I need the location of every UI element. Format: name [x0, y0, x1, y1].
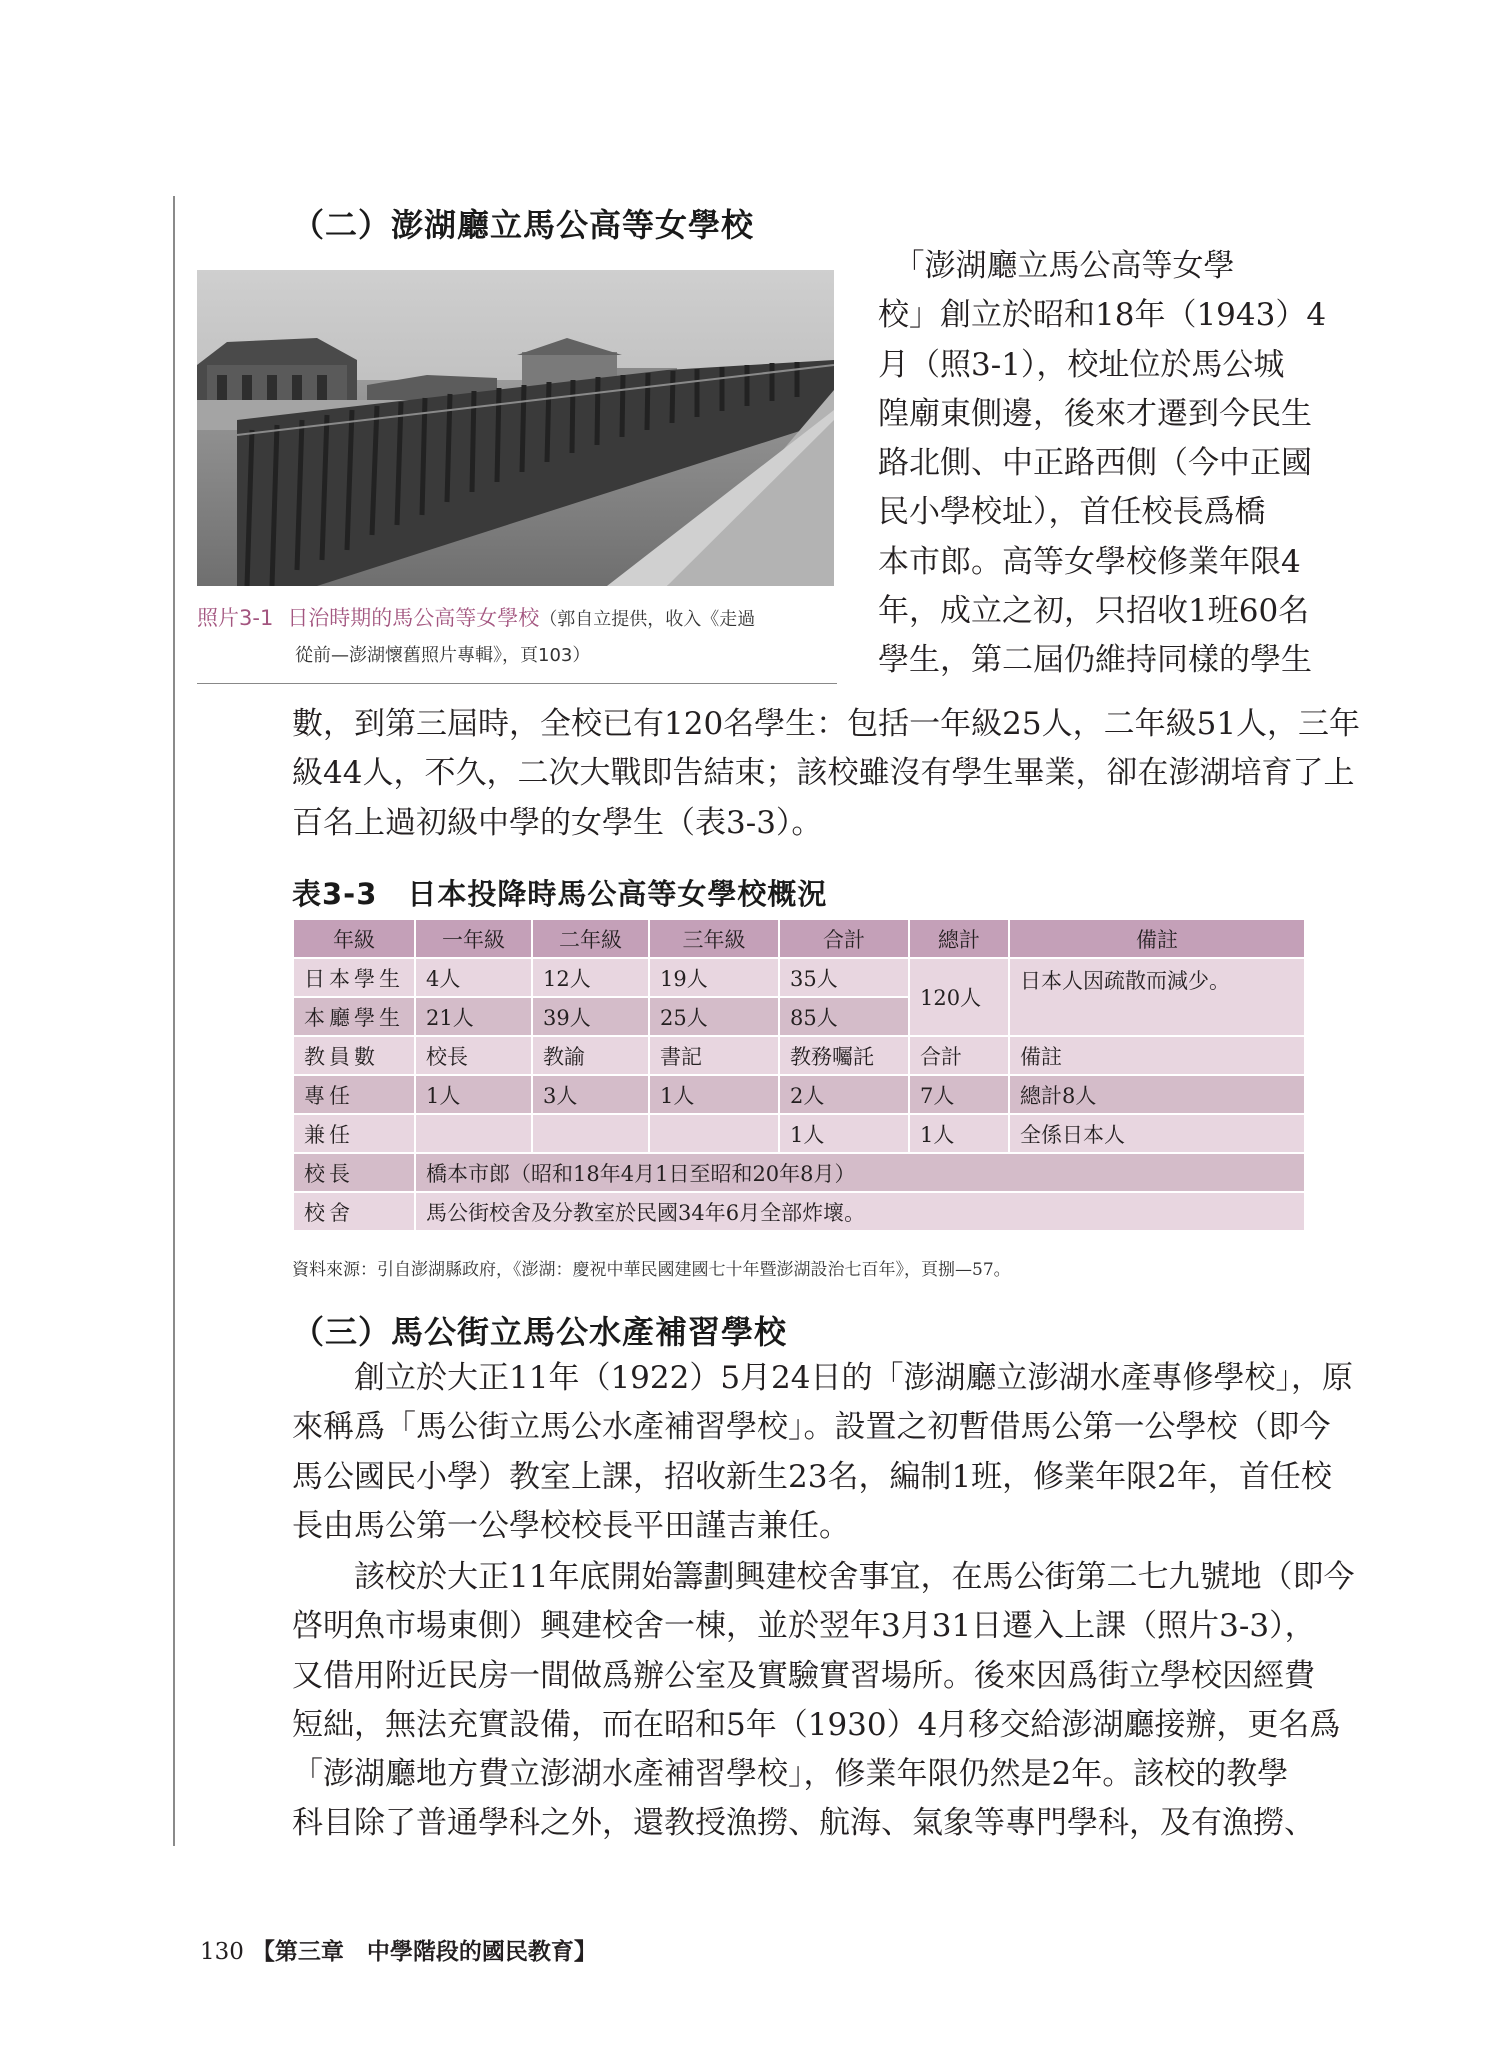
table-cell: 書記 [649, 1036, 779, 1075]
photo-title: 日治時期的馬公高等女學校 [287, 606, 540, 630]
section3-paragraph-1 [292, 1354, 1353, 1551]
table-cell: 合計 [909, 1036, 1009, 1075]
table-row [293, 1075, 1305, 1114]
table-cell: 備註 [1009, 1036, 1305, 1075]
table-header-row [293, 919, 1305, 958]
caption-divider [197, 683, 837, 684]
table-row [293, 1114, 1305, 1153]
table-caption: 日本投降時馬公高等女學校概況 [407, 877, 828, 911]
left-margin-rule [173, 196, 175, 1846]
table-row [293, 1153, 1305, 1192]
text-line: 月（照3-1），校址位於馬公城 [878, 346, 1285, 383]
historical-school-photo [197, 270, 834, 586]
table-cell: 1人 [909, 1114, 1009, 1153]
table-cell: 39人 [532, 997, 649, 1036]
table-cell: 教員數 [293, 1036, 415, 1075]
table-cell: 兼任 [293, 1114, 415, 1153]
table-cell-remark: 日本人因疏散而減少。 [1009, 958, 1305, 1036]
photo-credit-line2: 從前—澎湖懷舊照片專輯》，頁103） [295, 645, 591, 666]
table-header-cell: 備註 [1009, 919, 1305, 958]
table-header-cell: 一年級 [415, 919, 532, 958]
table-cell-building: 馬公街校舍及分教室於民國34年6月全部炸壞。 [415, 1192, 1305, 1231]
text-line: 馬公國民小學）教室上課，招收新生23名，編制1班，修業年限2年，首任校 [292, 1458, 1332, 1495]
text-line: 民小學校址），首任校長爲橋 [878, 494, 1266, 531]
section2-full-paragraph [292, 700, 1360, 848]
text-line: 「澎湖廳地方費立澎湖水產補習學校」，修業年限仍然是2年。該校的教學 [292, 1756, 1289, 1793]
table-row [293, 958, 1305, 997]
table-source-note: 資料來源：引自澎湖縣政府，《澎湖：慶祝中華民國建國七十年暨澎湖設治七百年》，頁捌—57。 [292, 1260, 1011, 1280]
text-line: 該校於大正11年底開始籌劃興建校舍事宜，在馬公街第二七九號地（即今 [292, 1559, 1355, 1595]
table-cell [532, 1114, 649, 1153]
table-cell: 1人 [779, 1114, 909, 1153]
table-cell [649, 1114, 779, 1153]
table-cell: 25人 [649, 997, 779, 1036]
text-line: 路北側、中正路西側（今中正國 [878, 445, 1312, 482]
table-title [292, 872, 827, 913]
table-cell: 19人 [649, 958, 779, 997]
table-cell: 全係日本人 [1009, 1114, 1305, 1153]
table-header-cell: 總計 [909, 919, 1009, 958]
table-cell: 教務囑託 [779, 1036, 909, 1075]
table-number: 表3-3 [292, 877, 378, 911]
section3-paragraph-2 [292, 1553, 1354, 1849]
text-line: 本市郎。高等女學校修業年限4 [878, 543, 1301, 580]
table-cell: 35人 [779, 958, 909, 997]
section-heading-3: （三）馬公街立馬公水產補習學校 [292, 1313, 788, 1351]
table-cell: 7人 [909, 1075, 1009, 1114]
text-line: 校」創立於昭和18年（1943）4 [878, 297, 1327, 334]
text-line: 數，到第三屆時，全校已有120名學生：包括一年級25人，二年級51人，三年 [292, 706, 1361, 742]
table-cell-principal: 橋本市郎（昭和18年4月1日至昭和20年8月） [415, 1153, 1305, 1192]
table-cell: 85人 [779, 997, 909, 1036]
text-line: 級44人，不久，二次大戰即告結束；該校雖沒有學生畢業，卻在澎湖培育了上 [292, 755, 1355, 792]
text-line: 短絀，無法充實設備，而在昭和5年（1930）4月移交給澎湖廳接辦，更名爲 [292, 1706, 1341, 1743]
table-cell: 21人 [415, 997, 532, 1036]
table-cell: 12人 [532, 958, 649, 997]
text-line: 學生，第二屆仍維持同樣的學生 [878, 642, 1312, 679]
text-line: 科目除了普通學科之外，還教授漁撈、航海、氣象等專門學科，及有漁撈、 [292, 1805, 1315, 1842]
photo-caption [197, 600, 837, 674]
text-line: 「澎湖廳立馬公高等女學 [878, 248, 1235, 284]
table-cell: 1人 [649, 1075, 779, 1114]
page-number: 130 [200, 1939, 244, 1965]
table-cell: 校長 [415, 1036, 532, 1075]
text-line: 長由馬公第一公學校校長平田謹吉兼任。 [292, 1507, 850, 1544]
table-cell: 日本學生 [293, 958, 415, 997]
table-cell: 教諭 [532, 1036, 649, 1075]
table-header-cell: 二年級 [532, 919, 649, 958]
text-line: 創立於大正11年（1922）5月24日的「澎湖廳立澎湖水產專修學校」，原 [292, 1360, 1354, 1396]
table-cell [415, 1114, 532, 1153]
section-heading-2: （二）澎湖廳立馬公高等女學校 [292, 206, 755, 244]
table-cell: 3人 [532, 1075, 649, 1114]
table-cell: 本廳學生 [293, 997, 415, 1036]
chapter-title: 【第三章 中學階段的國民教育】 [251, 1938, 597, 1965]
photo-credit-line1: （郭自立提供，收入《走過 [539, 609, 756, 630]
text-line: 百名上過初級中學的女學生（表3-3）。 [292, 804, 823, 841]
text-line: 隍廟東側邊，後來才遷到今民生 [878, 395, 1312, 432]
table-row [293, 1036, 1305, 1075]
school-overview-table [292, 918, 1304, 1232]
table-header-cell: 合計 [779, 919, 909, 958]
text-line: 啓明魚市場東側）興建校舍一棟，並於翌年3月31日遷入上課（照片3-3）， [292, 1608, 1316, 1645]
page-footer [200, 1933, 597, 1966]
table-header-cell: 三年級 [649, 919, 779, 958]
table-cell: 1人 [415, 1075, 532, 1114]
text-line: 來稱爲「馬公街立馬公水產補習學校」。設置之初暫借馬公第一公學校（即今 [292, 1409, 1331, 1446]
table-cell-total: 120人 [909, 958, 1009, 1036]
section2-right-paragraph [878, 242, 1326, 686]
text-line: 年，成立之初，只招收1班60名 [878, 593, 1310, 630]
table-cell: 專任 [293, 1075, 415, 1114]
table-cell: 4人 [415, 958, 532, 997]
photo-number: 照片3-1 [197, 606, 274, 630]
table-cell: 總計8人 [1009, 1075, 1305, 1114]
text-line: 又借用附近民房一間做爲辦公室及實驗實習場所。後來因爲街立學校因經費 [292, 1657, 1315, 1694]
table-header-cell: 年級 [293, 919, 415, 958]
table-cell: 校舍 [293, 1192, 415, 1231]
table-cell: 2人 [779, 1075, 909, 1114]
table-row [293, 1192, 1305, 1231]
table-cell: 校長 [293, 1153, 415, 1192]
